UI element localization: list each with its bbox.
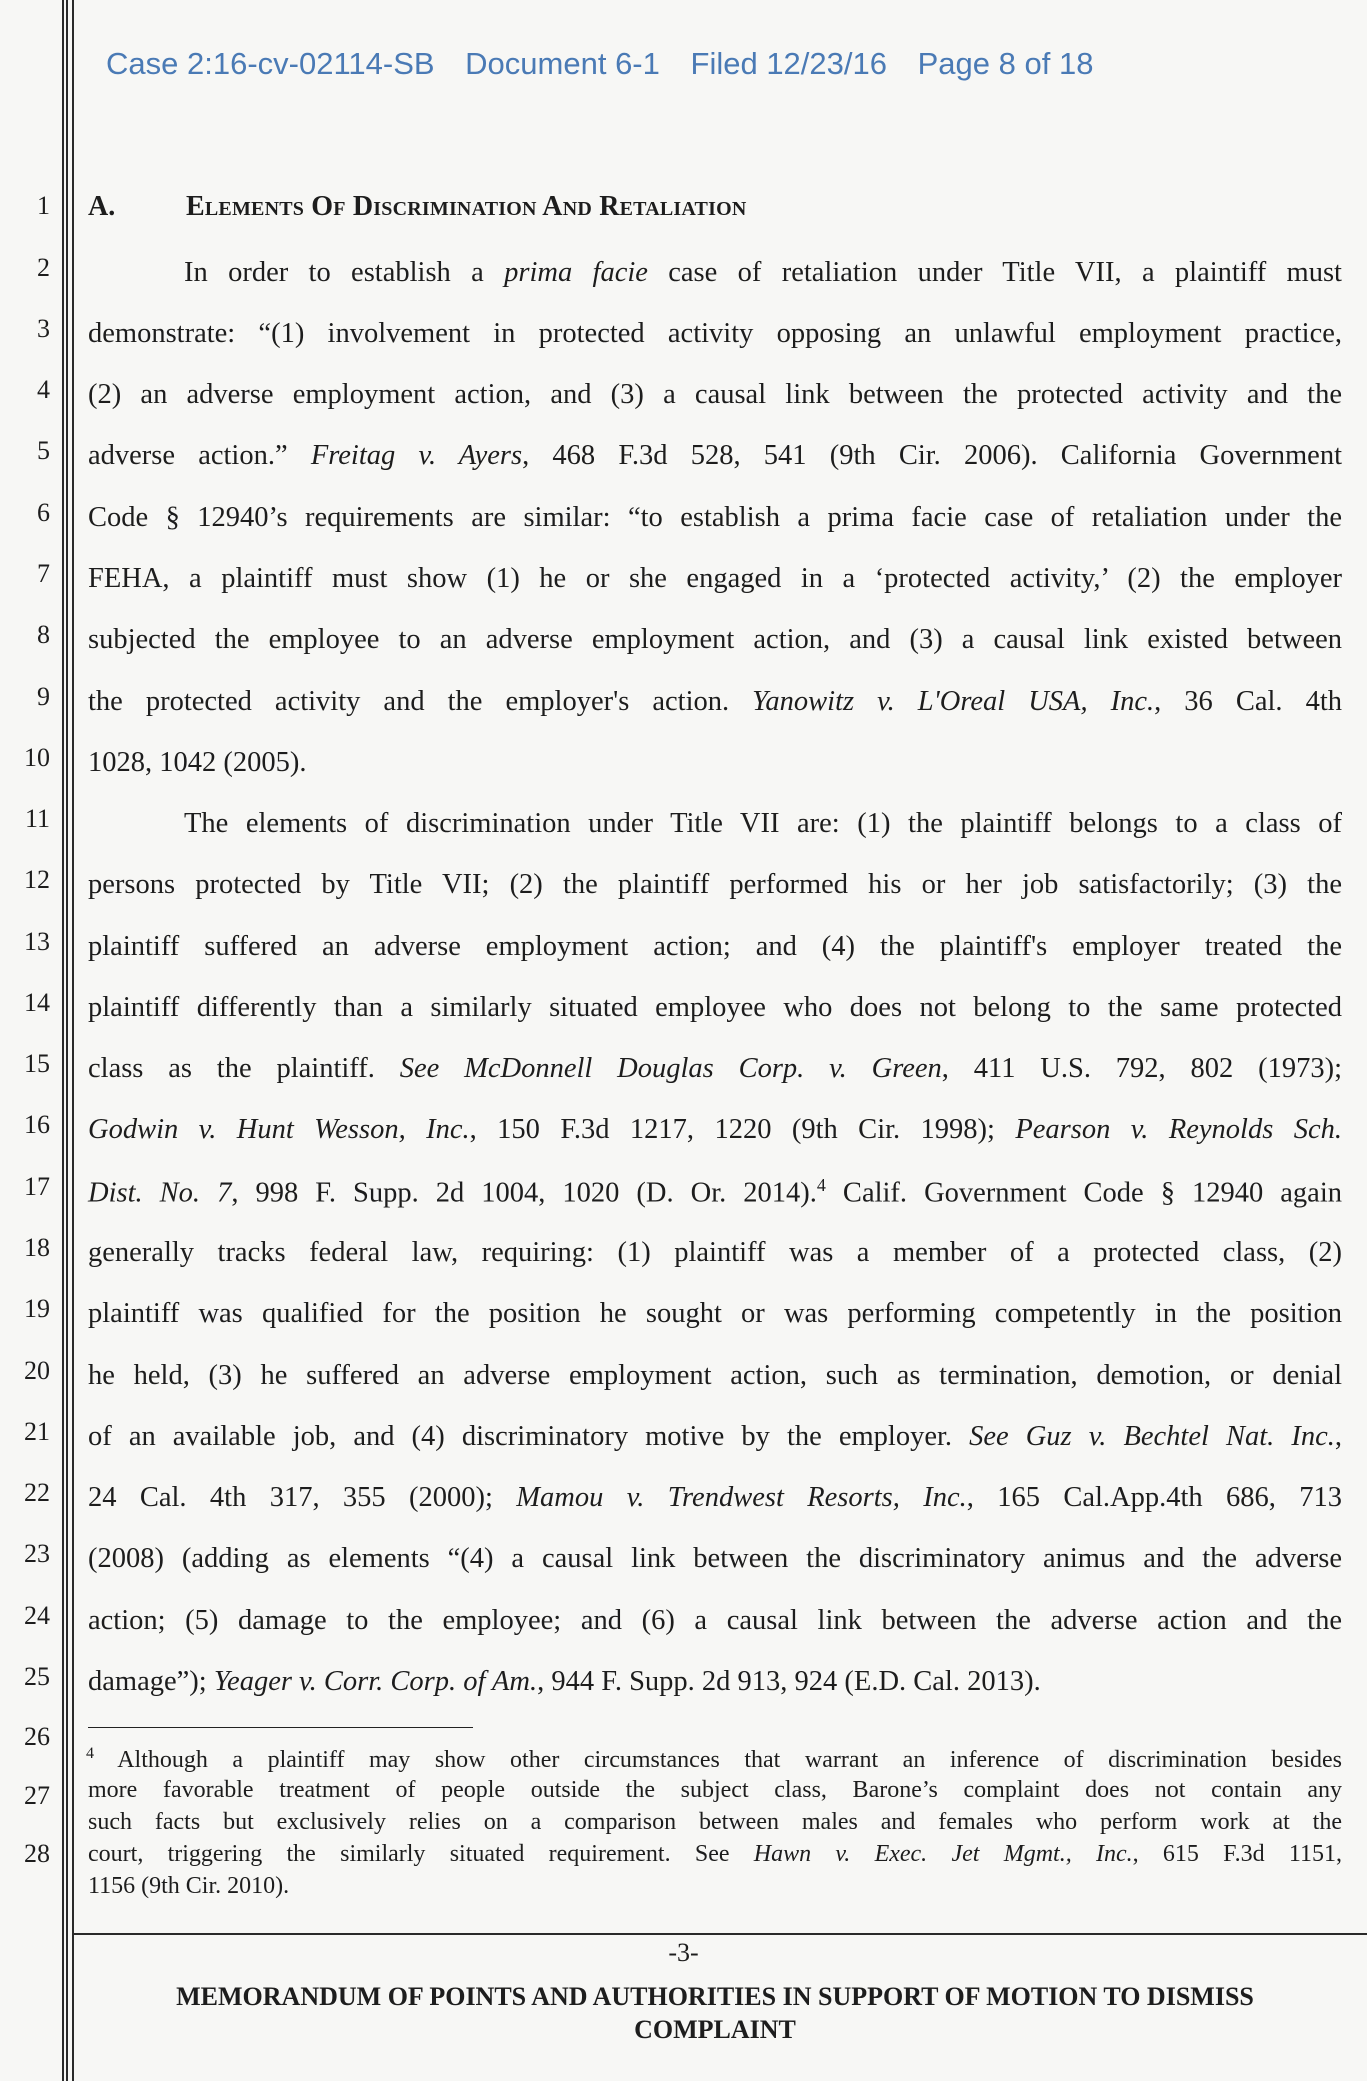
text-line <box>88 1542 1342 1576</box>
text-line <box>88 1236 1342 1270</box>
text-run: class as the plaintiff. <box>88 1053 400 1084</box>
text-run: plaintiff was qualified for the position he sought or was performing competently in the position <box>88 1298 1342 1329</box>
case-citation: Pearson v. Reynolds Sch. <box>1015 1114 1342 1145</box>
text-run: , 150 F.3d 1217, 1220 (9th Cir. 1998); <box>469 1114 1016 1145</box>
page-number: -3- <box>668 1938 699 1967</box>
text-line <box>88 868 1342 902</box>
text-line <box>88 991 1342 1025</box>
line-number: 17 <box>24 1172 50 1201</box>
text-line <box>88 1481 1342 1515</box>
text-line <box>88 501 1342 535</box>
text-line <box>88 1604 1342 1638</box>
margin-rule <box>62 0 64 2081</box>
case-citation: Hawn v. Exec. Jet Mgmt., Inc. <box>753 1841 1133 1867</box>
text-run: demonstrate: “(1) involvement in protected activity opposing an unlawful employment practice, <box>88 318 1342 349</box>
text-run: 1028, 1042 (2005). <box>88 747 307 778</box>
text-run: the protected activity and the employer's action. <box>88 686 753 717</box>
text-run: FEHA, a plaintiff must show (1) he or she engaged in a ‘protected activity,’ (2) the employer <box>88 563 1342 594</box>
text-run: 1156 (9th Cir. 2010). <box>88 1873 290 1899</box>
line-number: 3 <box>37 314 50 343</box>
text-run: persons protected by Title VII; (2) the plaintiff performed his or her job satisfactorily; (3) the <box>88 869 1342 900</box>
case-number: Case 2:16-cv-02114-SB <box>106 46 435 81</box>
case-citation: Yanowitz v. L'Oreal USA, Inc. <box>752 686 1155 717</box>
text-run: Although a plaintiff may show other circumstances that warrant an inference of discrimination besides <box>94 1747 1342 1773</box>
line-number: 14 <box>24 988 50 1017</box>
line-number: 26 <box>24 1722 50 1751</box>
case-citation: Dist. No. 7 <box>88 1177 232 1209</box>
text-run: (2) an adverse employment action, and (3) a causal link between the protected activity and the <box>88 379 1342 410</box>
text-run: , <box>1334 1421 1342 1452</box>
page-count: Page 8 of 18 <box>917 46 1094 81</box>
text-line <box>88 1420 1342 1454</box>
line-number: 12 <box>24 865 50 894</box>
line-number: 13 <box>24 927 50 956</box>
text-run: (2008) (adding as elements “(4) a causal link between the discriminatory animus and the adverse <box>88 1543 1342 1574</box>
line-number: 7 <box>37 559 50 588</box>
footnote-line <box>88 1776 1342 1805</box>
case-citation: Yeager v. Corr. Corp. of Am. <box>213 1666 538 1697</box>
margin-rule <box>66 0 68 2081</box>
text-run: , 411 U.S. 792, 802 (1973); <box>941 1053 1342 1084</box>
line-number: 6 <box>37 498 50 527</box>
case-citation: Freitag v. Ayers <box>310 440 523 471</box>
text-line <box>88 1113 1342 1147</box>
text-run: case of retaliation under Title VII, a plaintiff must <box>647 257 1342 288</box>
line-number: 27 <box>24 1781 50 1810</box>
footnote-line <box>86 1744 1342 1775</box>
document-title-line: MEMORANDUM OF POINTS AND AUTHORITIES IN SUPPORT OF MOTION TO DISMISS <box>176 1982 1254 2011</box>
text-line <box>88 685 1342 719</box>
text-line <box>88 439 1342 473</box>
line-number: 23 <box>24 1539 50 1568</box>
text-run: more favorable treatment of people outside the subject class, Barone’s complaint does not contain any <box>88 1777 1342 1803</box>
court-header-stamp <box>106 46 1206 90</box>
section-heading: Elements Of Discrimination And Retaliation <box>186 191 747 222</box>
line-number: 18 <box>24 1233 50 1262</box>
line-number: 15 <box>24 1049 50 1078</box>
footnote-line <box>88 1872 1342 1901</box>
line-number: 8 <box>37 620 50 649</box>
line-number: 2 <box>37 253 50 282</box>
text-line <box>88 746 1342 780</box>
text-run: , 468 F.3d 528, 541 (9th Cir. 2006). California Government <box>522 440 1342 471</box>
document-number: Document 6-1 <box>465 46 660 81</box>
text-run: In order to establish a <box>184 257 505 288</box>
text-run: subjected the employee to an adverse employment action, and (3) a causal link existed between <box>88 624 1342 655</box>
line-number: 24 <box>24 1601 50 1630</box>
line-number: 20 <box>24 1356 50 1385</box>
text-run: , 998 F. Supp. 2d 1004, 1020 (D. Or. 2014). <box>231 1177 817 1209</box>
text-line <box>184 256 1342 290</box>
text-run: , 36 Cal. 4th <box>1154 686 1342 717</box>
text-line <box>88 1665 1342 1699</box>
line-number: 19 <box>24 1294 50 1323</box>
footnote-line <box>88 1840 1342 1869</box>
text-run: adverse action.” <box>88 440 311 471</box>
line-number: 1 <box>37 191 50 220</box>
case-citation: See Guz v. Bechtel Nat. Inc. <box>969 1421 1335 1452</box>
text-run: , 165 Cal.App.4th 686, 713 <box>966 1482 1342 1513</box>
text-line <box>88 1052 1342 1086</box>
case-citation: prima facie <box>504 257 648 288</box>
text-line <box>88 1297 1342 1331</box>
text-run: Code § 12940’s requirements are similar: “to establish a prima facie case of retaliation under the <box>88 502 1342 533</box>
text-run: plaintiff differently than a similarly situated employee who does not belong to the same protected <box>88 992 1342 1023</box>
section-letter: A. <box>88 191 116 222</box>
text-run: action; (5) damage to the employee; and (6) a causal link between the adverse action and the <box>88 1605 1342 1636</box>
line-number: 16 <box>24 1110 50 1139</box>
text-run: The elements of discrimination under Title VII are: (1) the plaintiff belongs to a class of <box>184 808 1342 839</box>
text-run: , 615 F.3d 1151, <box>1132 1841 1342 1867</box>
document-title-line: COMPLAINT <box>634 2015 796 2045</box>
case-citation: Godwin v. Hunt Wesson, Inc. <box>88 1114 470 1145</box>
footnote-ref: 4 <box>816 1175 826 1195</box>
text-line <box>88 562 1342 596</box>
line-number: 28 <box>24 1839 50 1868</box>
footnote-number: 4 <box>86 1745 94 1762</box>
line-number: 4 <box>37 375 50 404</box>
text-run: court, triggering the similarly situated requirement. See <box>88 1841 754 1867</box>
text-run: generally tracks federal law, requiring: (1) plaintiff was a member of a protected class, (2) <box>88 1237 1342 1268</box>
line-number: 25 <box>24 1662 50 1691</box>
text-run: he held, (3) he suffered an adverse employment action, such as termination, demotion, or denial <box>88 1360 1342 1391</box>
line-number: 21 <box>24 1417 50 1446</box>
text-line <box>88 930 1342 964</box>
text-line <box>88 1359 1342 1393</box>
line-number: 5 <box>37 436 50 465</box>
line-number: 10 <box>24 743 50 772</box>
case-citation: Mamou v. Trendwest Resorts, Inc. <box>516 1482 967 1513</box>
text-line <box>184 807 1342 841</box>
line-number: 11 <box>24 804 50 833</box>
text-run: , 944 F. Supp. 2d 913, 924 (E.D. Cal. 2013). <box>537 1666 1041 1697</box>
text-run: Calif. Government Code § 12940 again <box>825 1177 1342 1209</box>
text-run: 24 Cal. 4th 317, 355 (2000); <box>88 1482 517 1513</box>
line-number: 9 <box>37 682 50 711</box>
text-line <box>88 378 1342 412</box>
text-run: of an available job, and (4) discriminatory motive by the employer. <box>88 1421 970 1452</box>
footnote-line <box>88 1808 1342 1837</box>
margin-rule <box>72 0 74 2081</box>
text-line <box>88 623 1342 657</box>
footnote-separator <box>88 1727 473 1728</box>
text-line <box>88 317 1342 351</box>
text-line <box>88 1175 1342 1211</box>
text-run: such facts but exclusively relies on a comparison between males and females who perform work at the <box>88 1809 1342 1835</box>
document-title <box>80 1980 1350 2047</box>
case-citation: See McDonnell Douglas Corp. v. Green <box>399 1053 942 1084</box>
text-run: damage”); <box>88 1666 214 1697</box>
footer-rule <box>72 1933 1367 1935</box>
text-run: plaintiff suffered an adverse employment action; and (4) the plaintiff's employer treated the <box>88 931 1342 962</box>
filed-date: Filed 12/23/16 <box>690 46 887 81</box>
line-number: 22 <box>24 1478 50 1507</box>
